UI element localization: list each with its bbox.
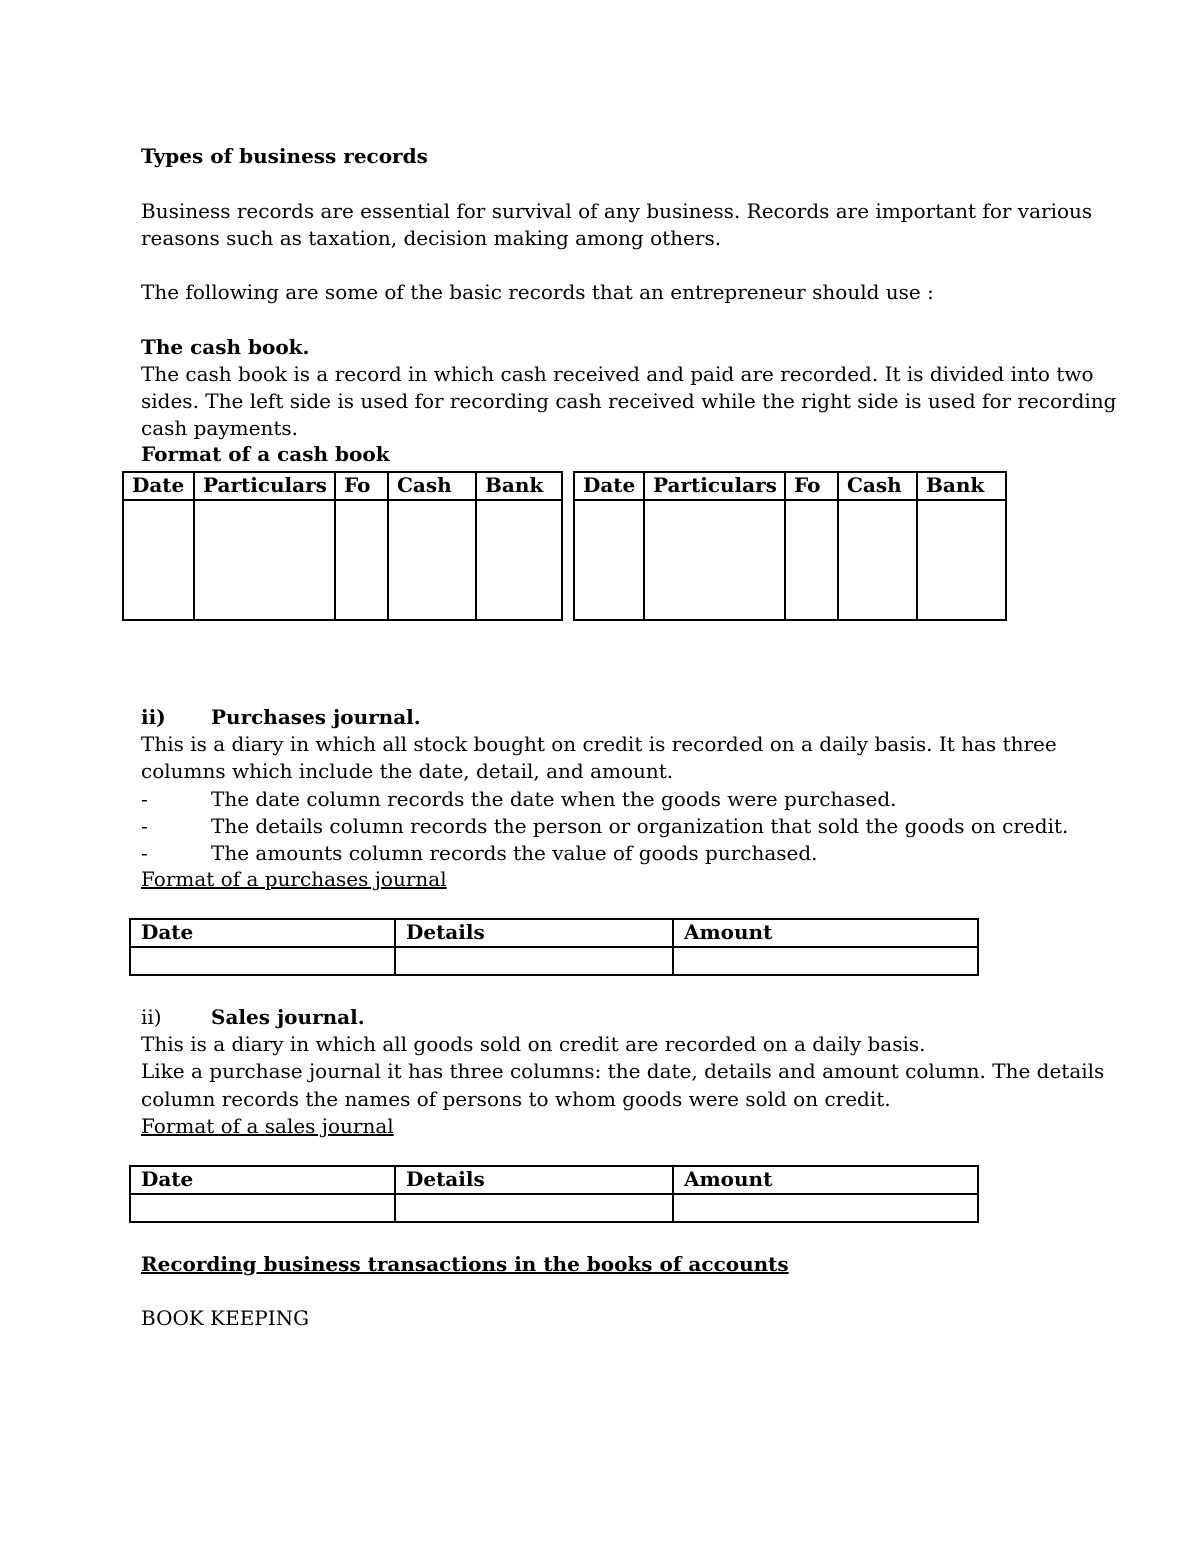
sales-format-title: Format of a sales journal xyxy=(141,1114,394,1138)
table-cell xyxy=(123,500,194,620)
table-cell xyxy=(335,500,388,620)
table-cell xyxy=(673,1194,978,1222)
bullet-dash: - xyxy=(141,787,148,811)
table-header-cell: Particulars xyxy=(194,472,335,500)
purchases-number: ii) xyxy=(141,705,166,729)
sales-line-2: Like a purchase journal it has three columns: the date, details and amount column. The details xyxy=(141,1059,1105,1083)
cash-book-line-2: sides. The left side is used for recording cash received while the right side is used for recording xyxy=(141,389,1117,413)
table-header-cell: Cash xyxy=(388,472,476,500)
purchases-empty-row xyxy=(130,947,978,975)
table-header-cell: Bank xyxy=(476,472,562,500)
intro-line-1: Business records are essential for survival of any business. Records are important for various xyxy=(141,199,1093,223)
table-header-cell: Amount xyxy=(673,1166,978,1194)
table-cell xyxy=(917,500,1006,620)
page-title: Types of business records xyxy=(141,144,428,168)
table-header-cell: Cash xyxy=(838,472,917,500)
table-header-cell: Particulars xyxy=(644,472,785,500)
table-header-cell: Date xyxy=(130,919,395,947)
sales-empty-row xyxy=(130,1194,978,1222)
table-cell xyxy=(574,500,644,620)
purchases-title: Purchases journal. xyxy=(211,705,421,729)
sales-number: ii) xyxy=(141,1005,162,1029)
purchases-journal-table xyxy=(129,918,979,976)
sales-line-3: column records the names of persons to whom goods were sold on credit. xyxy=(141,1087,891,1111)
table-cell xyxy=(130,1194,395,1222)
purchases-bullet-3: The amounts column records the value of goods purchased. xyxy=(211,841,818,865)
sales-header-row xyxy=(130,1166,978,1194)
table-cell xyxy=(388,500,476,620)
cash-book-table xyxy=(122,471,1007,621)
table-cell xyxy=(395,1194,673,1222)
purchases-line-1: This is a diary in which all stock bought on credit is recorded on a daily basis. It has three xyxy=(141,732,1057,756)
table-header-cell: Date xyxy=(123,472,194,500)
side-divider xyxy=(562,472,574,500)
purchases-bullet-2: The details column records the person or organization that sold the goods on credit. xyxy=(211,814,1069,838)
table-header-cell: Amount xyxy=(673,919,978,947)
cash-book-header-row xyxy=(123,472,1006,500)
table-header-cell: Fo xyxy=(785,472,838,500)
table-cell xyxy=(130,947,395,975)
purchases-header-row xyxy=(130,919,978,947)
table-header-cell: Date xyxy=(130,1166,395,1194)
table-header-cell: Date xyxy=(574,472,644,500)
sales-title: Sales journal. xyxy=(211,1005,365,1029)
table-header-cell: Details xyxy=(395,1166,673,1194)
table-cell xyxy=(644,500,785,620)
table-cell xyxy=(673,947,978,975)
bullet-dash: - xyxy=(141,841,148,865)
purchases-format-title: Format of a purchases journal xyxy=(141,867,447,891)
bullet-dash: - xyxy=(141,814,148,838)
table-cell xyxy=(838,500,917,620)
purchases-bullet-1: The date column records the date when the goods were purchased. xyxy=(211,787,897,811)
purchases-line-2: columns which include the date, detail, and amount. xyxy=(141,759,674,783)
cash-book-line-3: cash payments. xyxy=(141,416,298,440)
table-header-cell: Bank xyxy=(917,472,1006,500)
following-text: The following are some of the basic records that an entrepreneur should use : xyxy=(141,280,934,304)
table-cell xyxy=(476,500,562,620)
intro-line-2: reasons such as taxation, decision making among others. xyxy=(141,226,722,250)
table-header-cell: Fo xyxy=(335,472,388,500)
cash-book-format-title: Format of a cash book xyxy=(141,442,390,466)
table-header-cell: Details xyxy=(395,919,673,947)
cash-book-empty-row xyxy=(123,500,1006,620)
table-cell xyxy=(194,500,335,620)
cash-book-title: The cash book. xyxy=(141,335,310,359)
book-keeping-heading: BOOK KEEPING xyxy=(141,1306,310,1330)
sales-line-1: This is a diary in which all goods sold on credit are recorded on a daily basis. xyxy=(141,1032,926,1056)
sales-journal-table xyxy=(129,1165,979,1223)
side-divider xyxy=(562,500,574,620)
recording-title: Recording business transactions in the books of accounts xyxy=(141,1252,789,1276)
table-cell xyxy=(395,947,673,975)
table-cell xyxy=(785,500,838,620)
cash-book-line-1: The cash book is a record in which cash received and paid are recorded. It is divided into two xyxy=(141,362,1094,386)
